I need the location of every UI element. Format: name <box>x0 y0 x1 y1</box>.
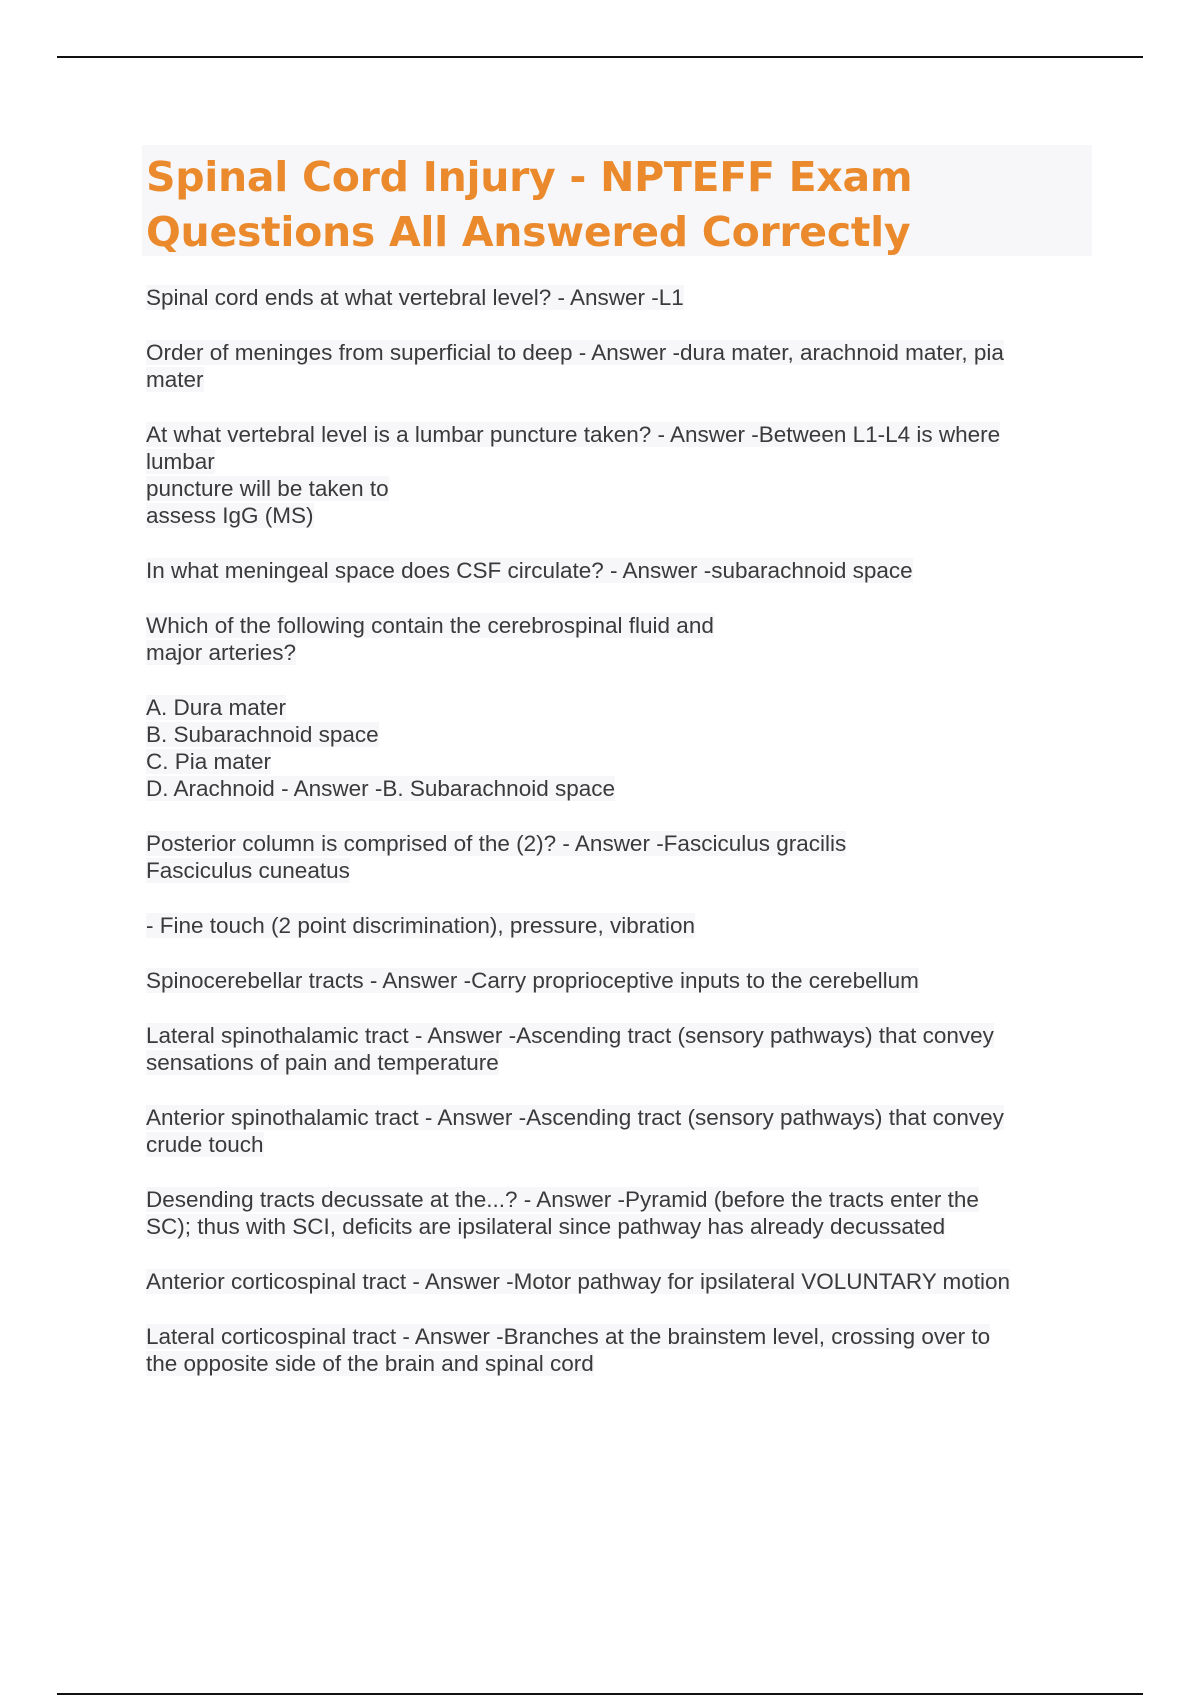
qa-item <box>146 694 1086 802</box>
qa-item <box>146 1323 1086 1377</box>
qa-text: Lateral corticospinal tract - Answer -Branches at the brainstem level, crossing over to the opposite side of the brain and spinal cord <box>146 1324 991 1376</box>
qa-text: Spinocerebellar tracts - Answer -Carry proprioceptive inputs to the cerebellum <box>146 968 919 993</box>
qa-text: Desending tracts decussate at the...? - Answer -Pyramid (before the tracts enter the SC); thus with SCI, deficits are ipsilateral since pathway has already decussated <box>146 1187 979 1239</box>
qa-text: Lateral spinothalamic tract - Answer -Ascending tract (sensory pathways) that convey sensations of pain and temperature <box>146 1023 994 1075</box>
qa-item <box>146 339 1086 393</box>
top-rule <box>57 56 1143 58</box>
qa-item <box>146 1186 1086 1240</box>
qa-item <box>146 1104 1086 1158</box>
qa-item <box>146 557 1086 584</box>
qa-text: In what meningeal space does CSF circulate? - Answer -subarachnoid space <box>146 558 913 583</box>
document-title: Spinal Cord Injury - NPTEFF Exam Questions All Answered Correctly <box>146 153 913 256</box>
qa-item <box>146 421 1086 529</box>
qa-item <box>146 830 1086 884</box>
qa-item <box>146 612 1086 666</box>
qa-list <box>146 284 1086 1405</box>
qa-item <box>146 967 1086 994</box>
qa-item <box>146 912 1086 939</box>
qa-text: Anterior spinothalamic tract - Answer -Ascending tract (sensory pathways) that convey crude touch <box>146 1105 1004 1157</box>
qa-text: At what vertebral level is a lumbar puncture taken? - Answer -Between L1-L4 is where lumbar puncture will be taken to assess IgG (MS) <box>146 422 1001 528</box>
qa-text: Posterior column is comprised of the (2)? - Answer -Fasciculus gracilis Fasciculus cuneatus <box>146 831 847 883</box>
qa-item <box>146 284 1086 311</box>
qa-text: Order of meninges from superficial to deep - Answer -dura mater, arachnoid mater, pia mater <box>146 340 1004 392</box>
bottom-rule <box>57 1693 1143 1695</box>
qa-item <box>146 1268 1086 1295</box>
qa-item <box>146 1022 1086 1076</box>
qa-text: Spinal cord ends at what vertebral level? - Answer -L1 <box>146 285 684 310</box>
qa-text: Anterior corticospinal tract - Answer -Motor pathway for ipsilateral VOLUNTARY motion <box>146 1269 1011 1294</box>
qa-text: - Fine touch (2 point discrimination), pressure, vibration <box>146 913 695 938</box>
qa-text: A. Dura mater B. Subarachnoid space C. Pia mater D. Arachnoid - Answer -B. Subarachnoid space <box>146 695 616 801</box>
qa-text: Which of the following contain the cerebrospinal fluid and major arteries? <box>146 613 714 665</box>
